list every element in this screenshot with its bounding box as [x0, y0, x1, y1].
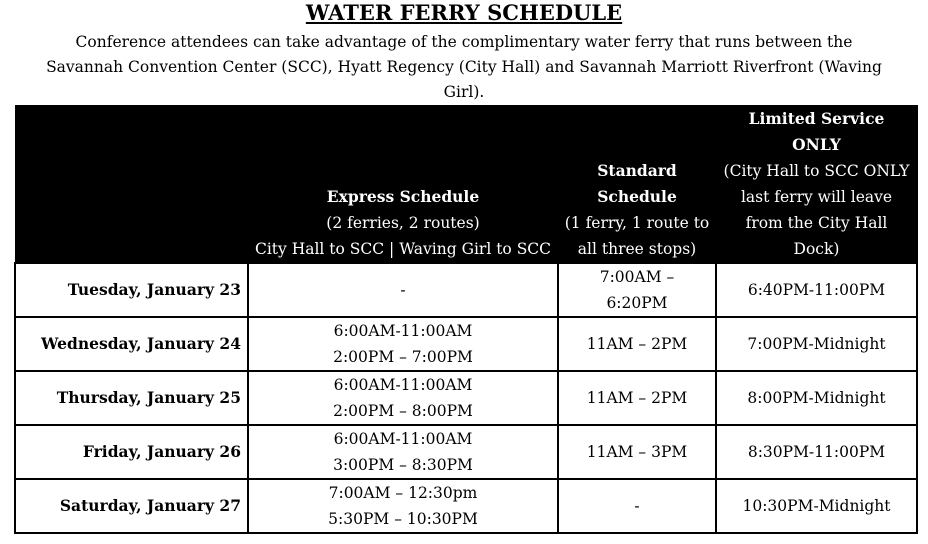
table-row	[15, 371, 917, 425]
header-limited-detail-1: (City Hall to SCC ONLY	[723, 162, 910, 180]
header-standard	[558, 106, 716, 264]
express-time: 3:00PM – 8:30PM	[333, 456, 473, 474]
standard-time: 11AM – 3PM	[586, 443, 688, 461]
header-express-detail: (2 ferries, 2 routes)	[326, 214, 480, 232]
day-cell: Wednesday, January 24	[15, 317, 248, 371]
standard-time: 11AM – 2PM	[586, 389, 688, 407]
express-time: 2:00PM – 8:00PM	[333, 402, 473, 420]
express-cell	[248, 263, 558, 317]
day-cell: Friday, January 26	[15, 425, 248, 479]
header-limited	[716, 106, 917, 264]
header-express-routes: City Hall to SCC | Waving Girl to SCC	[254, 240, 552, 258]
limited-cell	[716, 317, 917, 371]
standard-time: 11AM – 2PM	[586, 335, 688, 353]
ferry-schedule-table	[14, 105, 918, 534]
express-time: -	[400, 281, 406, 299]
standard-time: 7:00AM –	[599, 268, 675, 286]
express-cell	[248, 479, 558, 533]
limited-time: 6:40PM-11:00PM	[747, 281, 886, 299]
express-time: 2:00PM – 7:00PM	[333, 348, 473, 366]
limited-cell	[716, 479, 917, 533]
header-express	[248, 106, 558, 264]
express-cell	[248, 425, 558, 479]
limited-cell	[716, 371, 917, 425]
header-standard-detail-1: (1 ferry, 1 route to	[564, 214, 710, 232]
day-cell: Thursday, January 25	[15, 371, 248, 425]
header-standard-detail-2: all three stops)	[577, 240, 697, 258]
header-limited-detail-3: from the City Hall	[745, 214, 888, 232]
day-cell: Saturday, January 27	[15, 479, 248, 533]
express-time: 6:00AM-11:00AM	[333, 430, 473, 448]
standard-cell	[558, 317, 716, 371]
limited-cell	[716, 425, 917, 479]
header-limited-title-2: ONLY	[792, 135, 841, 154]
header-standard-title-1: Standard	[597, 161, 677, 180]
header-limited-detail-4: Dock)	[793, 240, 840, 258]
express-time: 5:30PM – 10:30PM	[328, 510, 478, 528]
header-row	[15, 106, 917, 264]
limited-time: 8:00PM-Midnight	[747, 389, 886, 407]
standard-cell	[558, 263, 716, 317]
table-row	[15, 317, 917, 371]
table-row	[15, 479, 917, 533]
header-standard-title-2: Schedule	[597, 187, 677, 206]
limited-time: 8:30PM-11:00PM	[747, 443, 886, 461]
intro-paragraph: Conference attendees can take advantage of the complimentary water ferry that runs between the Savannah Convention Center (SCC), Hyatt Regency (City Hall) and Savannah Marriott Riverfront (Waving Girl).	[46, 33, 882, 101]
limited-time: 10:30PM-Midnight	[742, 497, 891, 515]
express-time: 7:00AM – 12:30pm	[328, 484, 478, 502]
page-title: WATER FERRY SCHEDULE	[305, 0, 623, 25]
express-cell	[248, 371, 558, 425]
header-limited-title-1: Limited Service	[748, 109, 885, 128]
table-row	[15, 263, 917, 317]
day-cell: Tuesday, January 23	[15, 263, 248, 317]
standard-cell	[558, 371, 716, 425]
header-express-title: Express Schedule	[326, 187, 480, 206]
express-cell	[248, 317, 558, 371]
standard-time: -	[634, 497, 640, 515]
standard-cell	[558, 479, 716, 533]
standard-time: 6:20PM	[606, 294, 668, 312]
limited-cell	[716, 263, 917, 317]
express-time: 6:00AM-11:00AM	[333, 322, 473, 340]
standard-cell	[558, 425, 716, 479]
header-day	[15, 106, 248, 264]
limited-time: 7:00PM-Midnight	[747, 335, 886, 353]
header-limited-detail-2: last ferry will leave	[740, 188, 893, 206]
table-row	[15, 425, 917, 479]
express-time: 6:00AM-11:00AM	[333, 376, 473, 394]
